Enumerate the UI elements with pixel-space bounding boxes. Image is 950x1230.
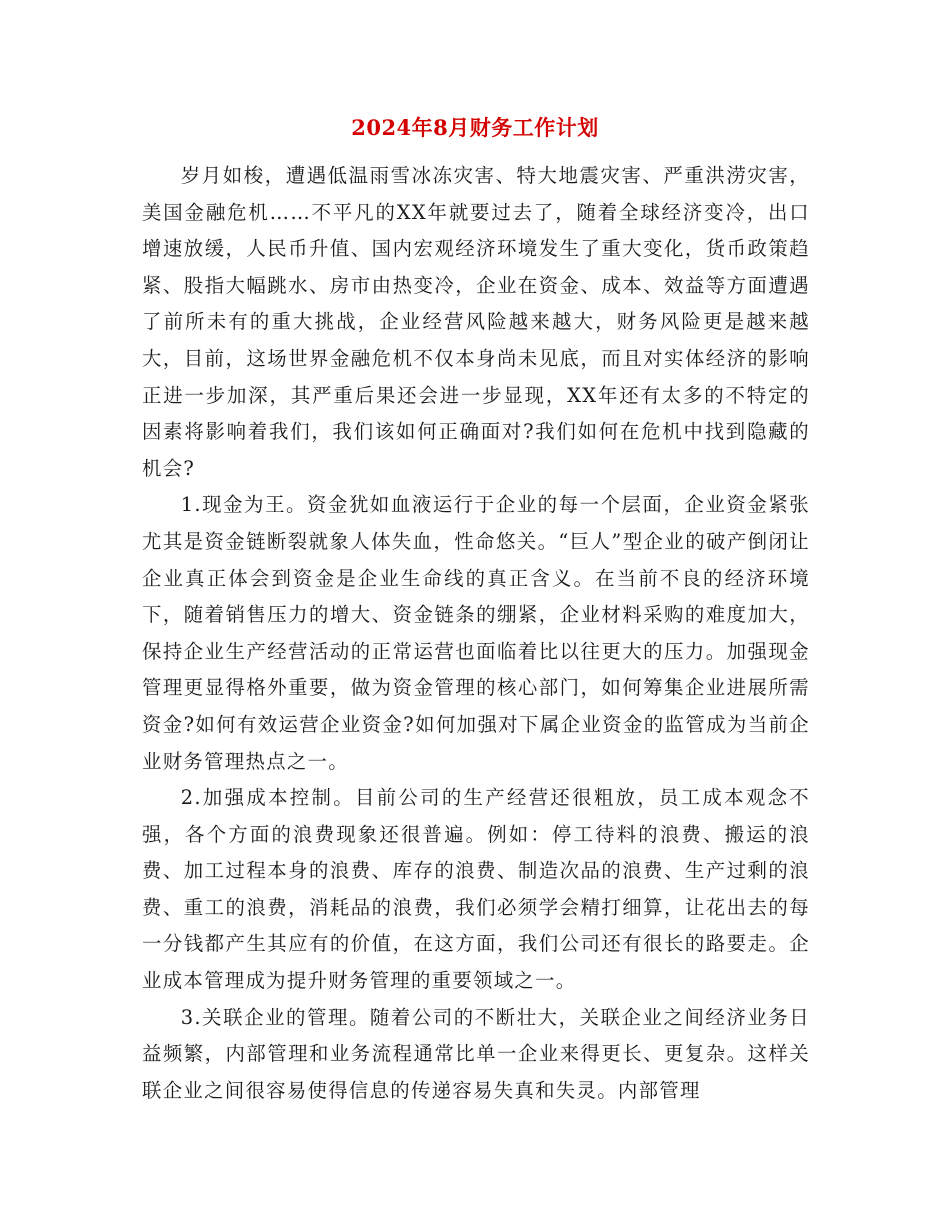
paragraph-cost-control: 2.加强成本控制。目前公司的生产经营还很粗放，员工成本观念不强，各个方面的浪费现象还很普遍。例如：停工待料的浪费、搬运的浪费、加工过程本身的浪费、库存的浪费、制造次品的浪费、生产过剩的浪费、重工的浪费，消耗品的浪费，我们必须学会精打细算，让花出去的每一分钱都产生其应有的价值，在这方面，我们公司还有很长的路要走。企业成本管理成为提升财务管理的重要领域之一。 xyxy=(142,786,810,993)
paragraph-affiliate-management: 3.关联企业的管理。随着公司的不断壮大，关联企业之间经济业务日益频繁，内部管理和业务流程通常比单一企业来得更长、更复杂。这样关联企业之间很容易使得信息的传递容易失真和失灵。内部管理 xyxy=(142,1005,810,1102)
paragraph-intro: 岁月如梭，遭遇低温雨雪冰冻灾害、特大地震灾害、严重洪涝灾害，美国金融危机……不平凡的XX年就要过去了，随着全球经济变冷，出口增速放缓，人民币升值、国内宏观经济环境发生了重大变化，货币政策趋紧、股指大幅跳水、房市由热变冷，企业在资金、成本、效益等方面遭遇了前所未有的重大挑战，企业经营风险越来越大，财务风险更是越来越大，目前，这场世界金融危机不仅本身尚未见底，而且对实体经济的影响正进一步加深，其严重后果还会进一步显现，XX年还有太多的不特定的因素将影响着我们，我们该如何正确面对?我们如何在危机中找到隐藏的机会? xyxy=(142,164,810,480)
paragraph-cash-is-king: 1.现金为王。资金犹如血液运行于企业的每一个层面，企业资金紧张尤其是资金链断裂就象人体失血，性命悠关。“巨人”型企业的破产倒闭让企业真正体会到资金是企业生命线的真正含义。在当前不良的经济环境下，随着销售压力的增大、资金链条的绷紧，企业材料采购的难度加大，保持企业生产经营活动的正常运营也面临着比以往更大的压力。加强现金管理更显得格外重要，做为资金管理的核心部门，如何筹集企业进展所需资金?如何有效运营企业资金?如何加强对下属企业资金的监管成为当前企业财务管理热点之一。 xyxy=(142,493,810,773)
document-title: 2024年8月财务工作计划 xyxy=(351,115,599,140)
document-body xyxy=(142,158,810,1109)
